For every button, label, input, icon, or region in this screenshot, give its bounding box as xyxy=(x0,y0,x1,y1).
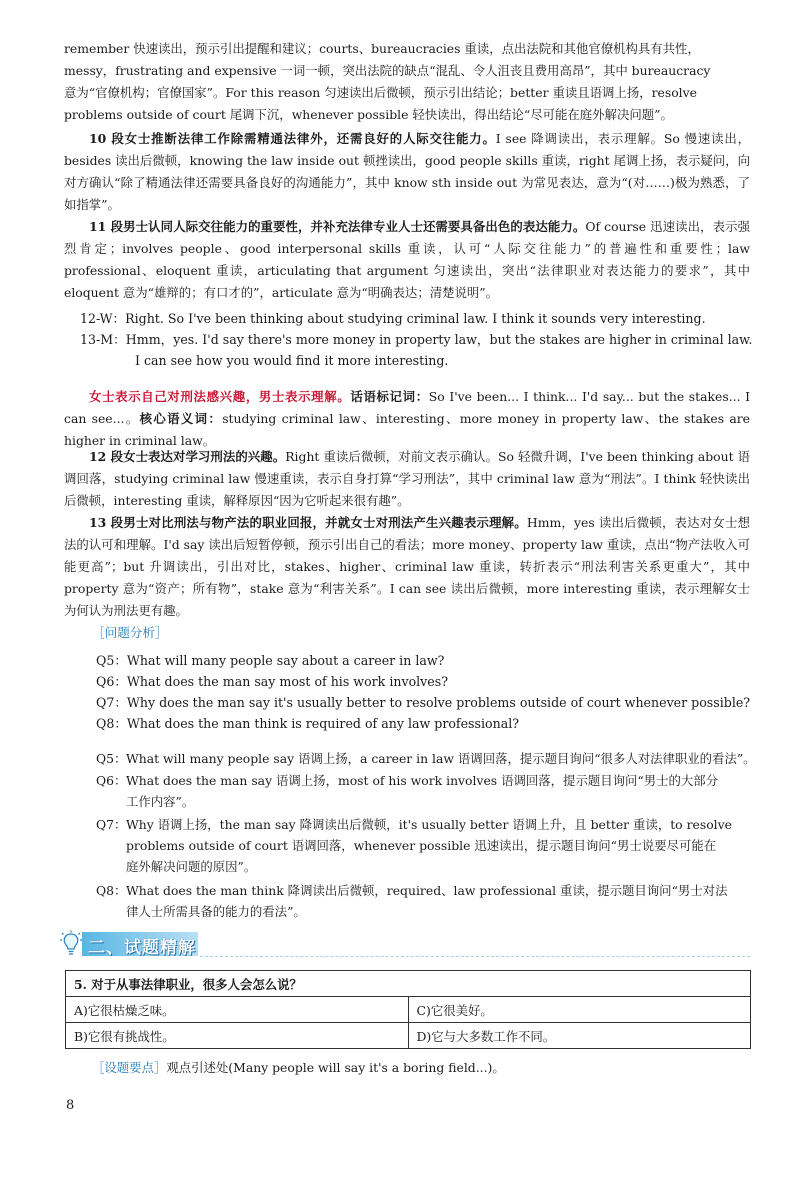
top-paragraph-line-2: messy，frustrating and expensive 一词一顿，突出法院的缺点“混乱、令人沮丧且费用高昂”，其中 bureaucracy xyxy=(64,63,711,78)
analysis-q5 xyxy=(96,748,756,769)
dialogue-line-13-continued: I can see how you would find it more interesting. xyxy=(135,353,449,368)
option-a: A)它很枯燥乏味。 xyxy=(66,997,409,1023)
design-point-text: 观点引述处(Many people will say it's a boring field...)。 xyxy=(166,1060,505,1075)
section-header xyxy=(60,930,750,960)
paragraph-13 xyxy=(64,512,750,622)
question-5-table xyxy=(65,970,751,1049)
analysis-q7-line-1: Why 语调上扬，the man say 降调读出后微顿，it's usually better 语调上升，且 better 重读，to resolve xyxy=(126,817,732,832)
discourse-marker-text: So I've been... I think... I'd say... but the stakes... I can see...。 xyxy=(64,389,751,426)
paragraph-11 xyxy=(64,216,750,304)
paragraph-12-heading: 12 段女士表达对学习刑法的兴趣。 xyxy=(89,449,286,464)
analysis-q8 xyxy=(96,880,756,922)
analysis-q7-line-3: 庭外解决问题的原因”。 xyxy=(126,859,257,874)
design-point-note xyxy=(92,1058,505,1076)
dialogue-line-13-m: 13-M：Hmm，yes. I'd say there's more money in property law，but the stakes are higher in criminal law. xyxy=(80,332,753,347)
paragraph-13-body: Hmm，yes 读出后微顿，表达对女士想法的认可和理解。I'd say 读出后短暂停顿，预示引出自己的看法；more money、property law 重读，点出“物产法收入可能更高”；but 升调读出，引出对比，stakes、higher、criminal law 重读，转折表示“刑法利害关系更重大”，其中 property 意为“资产；所有物”，stake 意为“利害关系”。I can see 读出后微顿，more interesting 重读，表示理解女士为何认为刑法更有趣。 xyxy=(64,515,750,618)
paragraph-10-heading: 10 段女士推断法律工作除需精通法律外，还需良好的人际交往能力。 xyxy=(89,131,496,146)
core-semantic-text: studying criminal law、interesting、more money in property law、the stakes are higher in criminal law。 xyxy=(64,411,751,448)
analysis-q5-text: What will many people say 语调上扬，a career in law 语调回落，提示题目询问“很多人对法律职业的看法”。 xyxy=(126,751,756,766)
section-title: 二、试题精解 xyxy=(88,938,196,958)
page-number: 8 xyxy=(66,1098,75,1113)
analysis-q6 xyxy=(96,770,756,812)
analysis-q8-line-1: What does the man think 降调读出后微顿，required、law professional 重读，提示题目询问“男士对法 xyxy=(126,883,728,898)
section-divider xyxy=(200,956,750,957)
paragraph-13-heading: 13 段男士对比刑法与物产法的职业回报，并就女士对刑法产生兴趣表示理解。 xyxy=(89,515,527,530)
option-b: B)它很有挑战性。 xyxy=(66,1023,409,1049)
discourse-marker-label: 话语标记词： xyxy=(350,389,429,404)
paragraph-12-body: Right 重读后微顿，对前文表示确认。So 轻微升调，I've been thinking about 语调回落，studying criminal law 慢速重读，表示自身打算“学习刑法”，其中 criminal law 意为“刑法”。I think 轻快读出后微顿，interesting 重读，解释原因“因为它听起来很有趣”。 xyxy=(64,449,751,508)
top-paragraph-line-1: remember 快速读出，预示引出提醒和建议；courts、bureaucracies 重读，点出法院和其他官僚机构具有共性， xyxy=(64,41,700,56)
paragraph-11-body: Of course 迅速读出，表示强烈肯定；involves people、good interpersonal skills 重读，认可“人际交往能力”的普遍性和重要性；law professional、eloquent 重读，articulating that argument 匀速读出，突出“法律职业对表达能力的要求”，其中 eloquent 意为“雄辩的；有口才的”，articulate 意为“明确表达；清楚说明”。 xyxy=(64,219,750,300)
question-q7: Q7：Why does the man say it's usually better to resolve problems outside of court whenever possible? xyxy=(96,695,751,710)
lightbulb-icon xyxy=(60,930,82,958)
analysis-q8-line-2: 律人士所需具备的能力的看法”。 xyxy=(126,904,306,919)
paragraph-12 xyxy=(64,446,750,512)
design-point-tag: ［设题要点］ xyxy=(92,1060,167,1075)
analysis-q6-line-1: What does the man say 语调上扬，most of his work involves 语调回落，提示题目询问“男士的大部分 xyxy=(126,773,719,788)
analysis-q7-label: Q7： xyxy=(96,817,127,832)
top-paragraph-line-4: problems outside of court 尾调下沉，whenever possible 轻快读出，得出结论“尽可能在庭外解决问题”。 xyxy=(64,107,673,122)
question-q8: Q8：What does the man think is required of any law professional? xyxy=(96,716,519,731)
option-d: D)它与大多数工作不同。 xyxy=(408,1023,751,1049)
paragraph-10 xyxy=(64,128,750,216)
paragraph-10-body: I see 降调读出，表示理解。So 慢速读出，besides 读出后微顿，knowing the law inside out 顿挫读出，good people skills 重读，right 尾调上扬，表示疑问，向对方确认“除了精通法律还需要具备良好的沟通能力”，其中 know sth inside out 为常见表达，意为“(对……)极为熟悉，了如指掌”。 xyxy=(64,131,750,212)
paragraph-11-heading: 11 段男士认同人际交往能力的重要性，并补充法律专业人士还需要具备出色的表达能力。 xyxy=(89,219,586,234)
core-semantic-label: 核心语义词： xyxy=(139,411,223,426)
analysis-q8-label: Q8： xyxy=(96,883,127,898)
question-q5: Q5：What will many people say about a career in law? xyxy=(96,653,445,668)
question-5-stem: 5. 对于从事法律职业，很多人会怎么说？ xyxy=(66,971,751,997)
dialogue-line-12-w: 12-W：Right. So I've been thinking about studying criminal law. I think it sounds very interesting. xyxy=(80,311,706,326)
top-paragraph-line-3: 意为“官僚机构；官僚国家”。For this reason 匀速读出后微顿，预示引出结论；better 重读且语调上扬，resolve xyxy=(64,85,697,100)
summary-paragraph xyxy=(64,386,750,452)
analysis-q5-label: Q5： xyxy=(96,751,127,766)
summary-heading: 女士表示自己对刑法感兴趣，男士表示理解。 xyxy=(89,389,351,404)
question-q6: Q6：What does the man say most of his work involves? xyxy=(96,674,448,689)
analysis-q6-line-2: 工作内容”。 xyxy=(126,794,195,809)
option-c: C)它很美好。 xyxy=(408,997,751,1023)
analysis-tag: ［问题分析］ xyxy=(92,625,168,640)
analysis-q7-line-2: problems outside of court 语调回落，whenever possible 迅速读出，提示题目询问“男士说要尽可能在 xyxy=(126,838,717,853)
analysis-q6-label: Q6： xyxy=(96,773,127,788)
analysis-q7 xyxy=(96,814,756,877)
